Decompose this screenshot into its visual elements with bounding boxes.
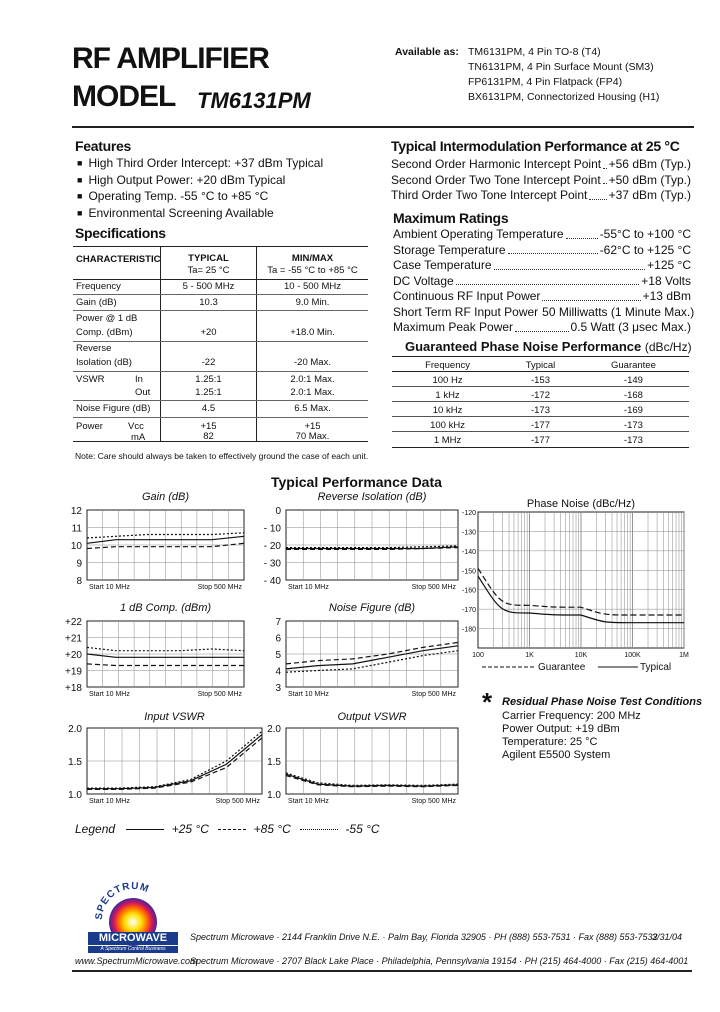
spec-row-label: Power @ 1 dB xyxy=(76,313,138,324)
y-tick-label: 7 xyxy=(275,617,281,628)
y-tick-label: 0 xyxy=(275,506,281,517)
footer-date: 3/31/04 xyxy=(652,932,683,942)
x-stop-label: Stop 500 MHz xyxy=(197,584,242,591)
pn-cell: -177 xyxy=(530,434,550,446)
y-tick-label: -140 xyxy=(461,548,476,556)
chart-title: Output VSWR xyxy=(337,711,407,723)
legend-label: Legend xyxy=(75,822,116,836)
chart-title: Reverse Isolation (dB) xyxy=(317,491,427,503)
y-tick-label: - 30 xyxy=(263,558,281,570)
y-tick-label: - 20 xyxy=(263,541,281,552)
feature-item: ■ High Output Power: +20 dBm Typical xyxy=(77,173,323,190)
intermod-heading: Typical Intermodulation Performance at 25 °C xyxy=(391,138,680,154)
chart-title: Input VSWR xyxy=(144,711,205,723)
rating-row: Storage Temperature -62°C to +125 °C xyxy=(393,242,691,257)
phase-noise-heading: Guaranteed Phase Noise Performance (dBc/Hz) xyxy=(405,339,692,354)
available-list xyxy=(468,45,659,105)
perf-heading: Typical Performance Data xyxy=(271,474,442,490)
x-tick-label: 100 xyxy=(472,652,484,659)
x-start-label: Start 10 MHz xyxy=(89,798,130,805)
features-list xyxy=(77,156,323,222)
y-tick-label: -150 xyxy=(461,568,476,576)
spec-row-label: Frequency xyxy=(76,281,121,292)
spec-col-minmax-sub: Ta = -55 °C to +85 °C xyxy=(267,265,358,276)
y-tick-label: 3 xyxy=(275,683,281,694)
intermod-row: Second Order Harmonic Intercept Point +56 dBm (Typ.) xyxy=(391,157,691,171)
features-heading: Features xyxy=(75,138,131,154)
x-stop-label: Stop 500 MHz xyxy=(411,584,456,591)
pn-cell: 1 MHz xyxy=(433,434,462,446)
y-tick-label: 2.0 xyxy=(267,724,281,735)
x-start-label: Start 10 MHz xyxy=(89,584,130,591)
rating-row: DC Voltage +18 Volts xyxy=(393,273,691,288)
pn-cell: -149 xyxy=(623,374,643,386)
y-tick-label: - 40 xyxy=(263,576,281,587)
y-tick-label: 5 xyxy=(275,650,281,661)
intermod-list xyxy=(391,157,691,204)
spec-row-label: Gain (dB) xyxy=(76,297,117,308)
x-start-label: Start 10 MHz xyxy=(288,798,329,805)
y-tick-label: 11 xyxy=(71,523,82,535)
y-tick-label: 6 xyxy=(275,633,281,645)
spec-row-sublabel: mA xyxy=(131,432,146,443)
feature-item: ■ High Third Order Intercept: +37 dBm Typical xyxy=(77,156,323,173)
chart-title: Gain (dB) xyxy=(141,491,190,503)
chart-title: Phase Noise (dBc/Hz) xyxy=(526,498,636,510)
x-tick-label: 1M xyxy=(679,652,689,659)
specs-heading: Specifications xyxy=(75,225,166,241)
y-tick-label: +20 xyxy=(65,650,82,661)
spec-row-typ: -22 xyxy=(201,357,216,368)
spec-note: Note: Care should always be taken to effectively ground the case of each unit. xyxy=(75,451,369,461)
asterisk-icon: * xyxy=(482,687,493,717)
y-tick-label: 9 xyxy=(76,558,82,570)
legend-line-solid xyxy=(126,829,164,830)
legend-typical: Typical xyxy=(640,662,672,673)
available-item: BX6131PM, Connectorized Housing (H1) xyxy=(468,91,660,103)
y-tick-label: +19 xyxy=(65,666,82,678)
rating-row: Ambient Operating Temperature -55°C to +100 °C xyxy=(393,227,691,241)
condition-item: Agilent E5500 System xyxy=(502,749,611,761)
y-tick-label: -180 xyxy=(461,626,476,634)
spec-col-characteristic: CHARACTERISTIC xyxy=(76,254,161,265)
legend-item: +25 °C xyxy=(171,822,209,836)
spec-row-min: 9.0 Min. xyxy=(295,297,330,308)
y-tick-label: +22 xyxy=(65,617,82,628)
footer-line2: Spectrum Microwave · 2707 Black Lake Place · Philadelphia, Pennsylvania 19154 · PH (215) 464-4000 · Fax (215) 464-4001 xyxy=(190,956,689,966)
spec-row-min: +18.0 Min. xyxy=(290,327,335,338)
footer-web[interactable]: www.SpectrumMicrowave.com xyxy=(75,956,198,966)
spec-row-typ: 1.25:1 xyxy=(195,374,222,385)
pn-cell: -173 xyxy=(530,404,550,416)
pn-cell: 100 kHz xyxy=(430,419,465,431)
spec-row-label: Comp. (dBm) xyxy=(76,327,133,338)
intermod-row: Third Order Two Tone Intercept Point +37 dBm (Typ.) xyxy=(391,188,691,202)
legend-guarantee: Guarantee xyxy=(538,662,586,673)
title-model: MODEL xyxy=(72,80,176,113)
ratings-heading: Maximum Ratings xyxy=(393,210,509,226)
ratings-list xyxy=(393,227,695,336)
spec-row-label: Reverse xyxy=(76,343,112,354)
spec-row-typ: 5 - 500 MHz xyxy=(182,281,235,292)
pn-cell: -173 xyxy=(623,434,643,446)
rating-row: Maximum Peak Power 0.5 Watt (3 μsec Max.) xyxy=(393,320,691,334)
x-stop-label: Stop 500 MHz xyxy=(215,798,260,805)
x-tick-label: 1K xyxy=(525,652,534,659)
y-tick-label: 12 xyxy=(70,506,82,517)
y-tick-label: -160 xyxy=(461,587,476,595)
conditions-list xyxy=(502,710,641,762)
y-tick-label: 1.0 xyxy=(68,790,82,801)
spec-row-label: Noise Figure (dB) xyxy=(76,403,151,414)
footer-rule xyxy=(72,970,692,972)
y-tick-label: +21 xyxy=(65,633,82,645)
spec-row-typ: 10.3 xyxy=(199,297,218,308)
spec-col-minmax: MIN/MAX xyxy=(291,253,334,264)
condition-item: Carrier Frequency: 200 MHz xyxy=(502,710,641,722)
feature-item: ■ Operating Temp. -55 °C to +85 °C xyxy=(77,189,323,206)
title-rf-amplifier: RF AMPLIFIER xyxy=(72,42,269,75)
spec-row-typ: 82 xyxy=(203,431,214,442)
y-tick-label: 1.5 xyxy=(267,757,281,768)
spectrum-logo xyxy=(88,876,178,962)
x-start-label: Start 10 MHz xyxy=(288,691,329,698)
legend-item: -55 °C xyxy=(345,822,380,836)
y-tick-label: +18 xyxy=(65,683,82,694)
available-label: Available as: xyxy=(395,46,459,58)
legend xyxy=(75,822,380,836)
svg-text:SPECTRUM: SPECTRUM xyxy=(93,880,151,921)
y-tick-label: 10 xyxy=(70,541,82,552)
pn-col: Frequency xyxy=(425,359,470,371)
model-number: TM6131PM xyxy=(197,88,311,113)
spec-row-label: Power xyxy=(76,421,103,432)
footer-line1: Spectrum Microwave · 2144 Franklin Drive N.E. · Palm Bay, Florida 32905 · PH (888) 553-7531 · Fax (888) 553-7532 xyxy=(190,932,658,942)
pn-cell: -153 xyxy=(530,374,550,386)
spec-row-label: Isolation (dB) xyxy=(76,357,132,368)
spec-row-typ: +15 xyxy=(200,421,217,432)
legend-item: +85 °C xyxy=(253,822,291,836)
pn-cell: -172 xyxy=(530,389,550,401)
x-tick-label: 100K xyxy=(624,652,641,659)
y-tick-label: 1.5 xyxy=(68,757,82,768)
spec-row-min: 70 Max. xyxy=(295,431,330,442)
pn-cell: 1 kHz xyxy=(435,389,460,401)
spec-col-typical: TYPICAL xyxy=(188,253,229,264)
y-tick-label: -130 xyxy=(461,529,476,537)
y-tick-label: 1.0 xyxy=(267,790,281,801)
y-tick-label: -170 xyxy=(461,607,476,615)
logo-microwave: MICROWAVE xyxy=(88,932,178,945)
x-start-label: Start 10 MHz xyxy=(89,691,130,698)
x-tick-label: 10K xyxy=(574,652,588,659)
spec-row-min: +15 xyxy=(304,421,321,432)
spec-row-sublabel: Out xyxy=(135,387,151,398)
logo-sub: A Spectrum Control Business xyxy=(88,946,178,953)
header-rule xyxy=(72,126,694,128)
spec-row-typ: 1.25:1 xyxy=(195,387,222,398)
x-stop-label: Stop 500 MHz xyxy=(197,691,242,698)
spec-row-typ: +20 xyxy=(200,327,217,338)
pn-cell: 100 Hz xyxy=(432,374,463,386)
y-tick-label: 4 xyxy=(275,666,281,678)
y-tick-label: 2.0 xyxy=(68,724,82,735)
chart-title: 1 dB Comp. (dBm) xyxy=(119,602,212,614)
pn-cell: -168 xyxy=(623,389,643,401)
spec-row-typ: 4.5 xyxy=(201,403,216,414)
condition-item: Power Output: +19 dBm xyxy=(502,723,620,735)
conditions-heading: Residual Phase Noise Test Conditions xyxy=(502,696,703,708)
pn-cell: -173 xyxy=(623,419,643,431)
chart-title: Noise Figure (dB) xyxy=(328,602,416,614)
rating-row: Continuous RF Input Power +13 dBm xyxy=(393,289,691,303)
intermod-row: Second Order Two Tone Intercept Point +50 dBm (Typ.) xyxy=(391,172,691,187)
rating-row: Short Term RF Input Power 50 Milliwatts (1 Minute Max.) xyxy=(393,304,695,319)
available-item: FP6131PM, 4 Pin Flatpack (FP4) xyxy=(468,76,623,88)
spec-row-min: 10 - 500 MHz xyxy=(283,281,342,292)
spec-row-min: 2.0:1 Max. xyxy=(290,387,335,398)
legend-line-dotted xyxy=(300,829,338,830)
available-item: TN6131PM, 4 Pin Surface Mount (SM3) xyxy=(468,61,654,73)
spec-row-min: 6.5 Max. xyxy=(294,403,331,414)
spec-row-sublabel: In xyxy=(135,374,143,385)
spec-row-sublabel: Vcc xyxy=(128,421,144,432)
pn-col: Guarantee xyxy=(610,359,656,371)
spec-row-min: -20 Max. xyxy=(294,357,331,368)
condition-item: Temperature: 25 °C xyxy=(502,736,598,748)
rating-row: Case Temperature +125 °C xyxy=(393,258,691,272)
spec-row-min: 2.0:1 Max. xyxy=(290,374,335,385)
feature-item: ■ Environmental Screening Available xyxy=(77,206,323,223)
available-item: TM6131PM, 4 Pin TO-8 (T4) xyxy=(468,46,601,58)
x-start-label: Start 10 MHz xyxy=(288,584,329,591)
pn-col: Typical xyxy=(525,359,556,371)
spec-col-typical-sub: Ta= 25 °C xyxy=(187,265,230,276)
pn-cell: -169 xyxy=(623,404,643,416)
pn-cell: 10 kHz xyxy=(432,404,463,416)
x-stop-label: Stop 500 MHz xyxy=(411,691,456,698)
y-tick-label: 8 xyxy=(76,576,82,587)
y-tick-label: -120 xyxy=(461,510,476,517)
legend-line-dashed xyxy=(218,829,246,830)
spec-row-label: VSWR xyxy=(76,374,105,385)
x-stop-label: Stop 500 MHz xyxy=(411,798,456,805)
pn-cell: -177 xyxy=(530,419,550,431)
y-tick-label: - 10 xyxy=(263,523,281,535)
performance-charts xyxy=(0,490,720,850)
